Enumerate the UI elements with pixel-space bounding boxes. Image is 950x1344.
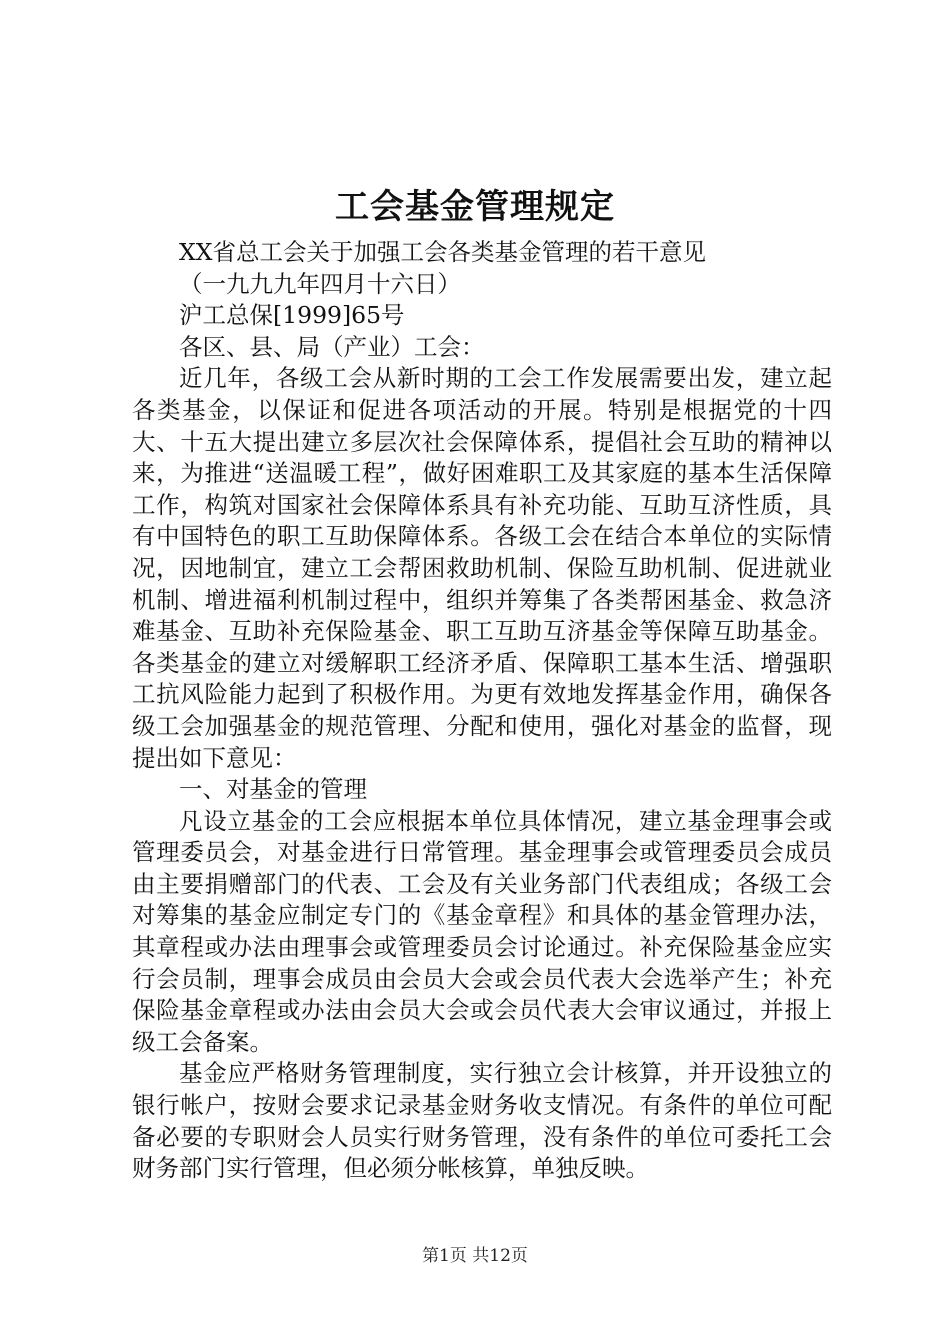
- body-paragraph: 基金应严格财务管理制度，实行独立会计核算，并开设独立的银行帐户，按财会要求记录基金财务收支情况。有条件的单位可配备必要的专职财会人员实行财务管理，没有条件的单位可委托工会财务部门实行管理，但必须分帐核算，单独反映。: [132, 1059, 832, 1183]
- document-number: 沪工总保[1999]65号: [179, 301, 405, 330]
- section-heading: 一、对基金的管理: [179, 775, 367, 804]
- page-footer: 第1页 共12页: [422, 1246, 528, 1266]
- document-title: 工会基金管理规定: [335, 187, 615, 227]
- issue-date: （一九九九年四月十六日）: [179, 269, 461, 298]
- body-paragraph: 近几年，各级工会从新时期的工会工作发展需要出发，建立起各类基金，以保证和促进各项活动的开展。特别是根据党的十四大、十五大提出建立多层次社会保障体系，提倡社会互助的精神以来，为推进“送温暖工程”，做好困难职工及其家庭的基本生活保障工作，构筑对国家社会保障体系具有补充功能、互助互济性质，具有中国特色的职工互助保障体系。各级工会在结合本单位的实际情况，因地制宜，建立工会帮困救助机制、保险互助机制、促进就业机制、增进福利机制过程中，组织并筹集了各类帮困基金、救急济难基金、互助补充保险基金、职工互助互济基金等保障互助基金。各类基金的建立对缓解职工经济矛盾、保障职工基本生活、增强职工抗风险能力起到了积极作用。为更有效地发挥基金作用，确保各级工会加强基金的规范管理、分配和使用，强化对基金的监督，现提出如下意见：: [132, 364, 832, 772]
- body-paragraph: 凡设立基金的工会应根据本单位具体情况，建立基金理事会或管理委员会，对基金进行日常管理。基金理事会或管理委员会成员由主要捐赠部门的代表、工会及有关业务部门代表组成；各级工会对筹集的基金应制定专门的《基金章程》和具体的基金管理办法，其章程或办法由理事会或管理委员会讨论通过。补充保险基金应实行会员制，理事会成员由会员大会或会员代表大会选举产生；补充保险基金章程或办法由会员大会或会员代表大会审议通过，并报上级工会备案。: [132, 806, 832, 1056]
- subtitle: XX省总工会关于加强工会各类基金管理的若干意见: [179, 238, 706, 266]
- document-body: [132, 237, 832, 1185]
- addressee: 各区、县、局（产业）工会：: [179, 332, 485, 361]
